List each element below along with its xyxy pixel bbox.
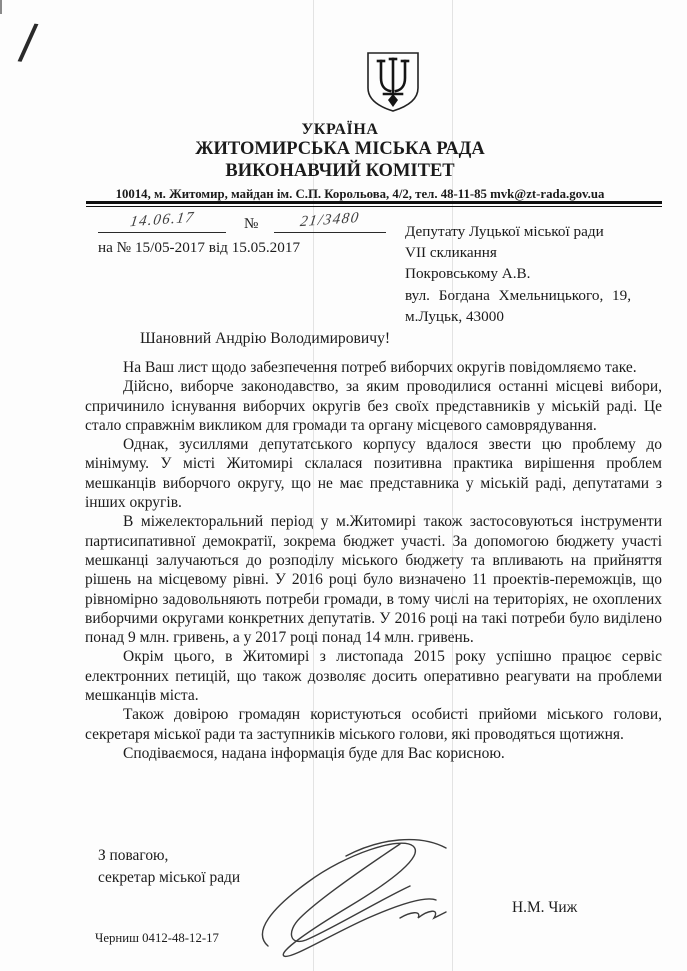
reply-reference-line: на № 15/05-2017 від 15.05.2017 [98, 239, 301, 256]
recipient-line: м.Луцьк, 43000 [405, 307, 504, 325]
handwritten-date: 14.06.17 [128, 209, 196, 231]
recipient-line: вул. Богдана Хмельницького, 19, [405, 286, 632, 304]
letterhead-divider [86, 201, 662, 207]
body-paragraph: В міжелекторальний період у м.Житомирі також застосовуються інструменти партисипативної демократії, зокрема бюджет участі. За допомогою бюджету участі мешканці залучаються до розподілу міського бюджету та впливають на прийняття рішень на місцевому рівні. У 2016 році було визначено 11 проектів-переможців, що рівномірно задовольняють потреби громади, в тому числі на територіях, не охоплених виборчими округами конкретних депутатів. У 2016 році на такі потреби було виділено понад 9 млн. гривень, а у 2017 році понад 14 млн. гривень. [85, 513, 662, 647]
recipient-line: Покровському А.В. [405, 265, 531, 283]
letterhead-department: ВИКОНАВЧИЙ КОМІТЕТ [225, 161, 455, 181]
recipient-line: VII скликання [405, 244, 497, 262]
signature-scribble-icon [250, 834, 465, 967]
salutation: Шановний Андрію Володимировичу! [140, 330, 391, 347]
outgoing-number-field [274, 211, 386, 233]
letter-body [85, 358, 662, 763]
scan-edge-artifact [0, 0, 2, 14]
signer-name: Н.М. Чиж [512, 899, 578, 916]
executor-contact: Черниш 0412-48-12-17 [95, 931, 219, 945]
body-paragraph: Також довірою громадян користуються особисті прийоми міського голови, секретаря міської ради та заступників міського голови, які проводяться щотижня. [85, 706, 662, 743]
handwritten-number: 21/3480 [299, 209, 362, 231]
outgoing-date-field [98, 211, 226, 233]
recipient-block [405, 221, 667, 327]
handwritten-slash-mark: / [16, 13, 40, 71]
body-paragraph: Сподіваємося, надана інформація буде для Вас корисною. [123, 744, 505, 762]
body-paragraph: Дійсно, виборче законодавство, за яким проводилися останні місцеві вибори, спричинило існування виборчих округів без своїх представників у міській раді. Це стало справжнім викликом для громади та органу місцевого самоврядування. [85, 378, 662, 434]
reference-line [98, 211, 386, 233]
recipient-line: Депутату Луцької міської ради [405, 223, 604, 240]
number-sign-label: № [244, 216, 259, 232]
body-paragraph: На Ваш лист щодо забезпечення потреб виборчих округів повідомляємо таке. [123, 359, 637, 376]
signer-title: секретар міської ради [98, 869, 241, 886]
ukraine-trident-icon [360, 50, 426, 119]
letterhead-address: 10014, м. Житомир, майдан ім. С.П. Корольова, 4/2, тел. 48-11-85 mvk@zt-rada.gov.ua [115, 187, 605, 201]
body-paragraph: Однак, зусиллями депутатського корпусу вдалося звести цю проблему до мінімуму. У місті Житомирі склалася позитивна практика вирішення проблем мешканців виборчого округу, що не має представника у міській раді, депутатами з інших округів. [85, 436, 662, 512]
body-paragraph: Окрім цього, в Житомирі з листопада 2015 року успішно працює сервіс електронних петицій, що також дозволяє досить оперативно реагувати на проблеми мешканців міста. [85, 648, 662, 705]
letterhead-country: УКРАЇНА [301, 121, 379, 138]
letterhead-organization: ЖИТОМИРСЬКА МІСЬКА РАДА [195, 139, 485, 159]
closing-phrase: З повагою, [98, 847, 169, 864]
